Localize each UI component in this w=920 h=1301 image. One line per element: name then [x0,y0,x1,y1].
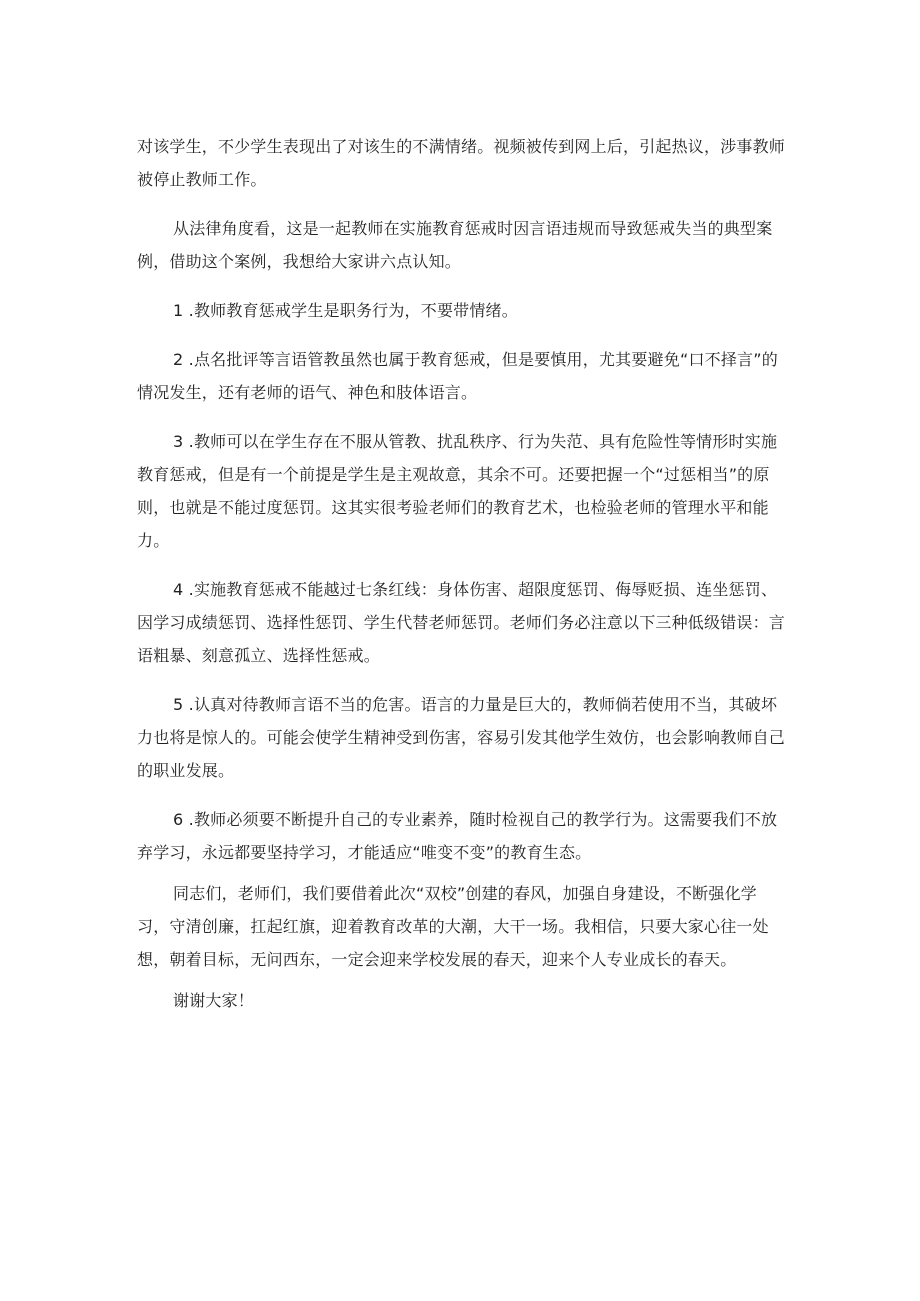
paragraph-continuation: 对该学生，不少学生表现出了对该生的不满情绪。视频被传到网上后，引起热议，涉事教师被停止教师工作。 [137,137,786,189]
list-item-4: 4 .实施教育惩戒不能越过七条红线：身体伤害、超限度惩罚、侮辱贬损、连坐惩罚、因学习成绩惩罚、选择性惩罚、学生代替老师惩罚。老师们务必注意以下三种低级错误：言语粗暴、刻意孤立、选择性惩戒。 [137,580,786,665]
list-item-1: 1 .教师教育惩戒学生是职务行为，不要带情绪。 [173,301,518,320]
paragraph-legal-perspective: 从法律角度看，这是一起教师在实施教育惩戒时因言语违规而导致惩戒失当的典型案例，借助这个案例，我想给大家讲六点认知。 [137,219,773,271]
paragraph-thanks: 谢谢大家！ [173,991,255,1010]
list-item-2: 2 .点名批评等言语管教虽然也属于教育惩戒，但是要慎用，尤其要避免“口不择言”的情况发生，还有老师的语气、神色和肢体语言。 [137,350,778,402]
list-item-6: 6 .教师必须要不断提升自己的专业素养，随时检视自己的教学行为。这需要我们不放弃学习，永远都要坚持学习，才能适应“唯变不变”的教育生态。 [137,810,778,862]
document-body [137,130,789,1033]
paragraph-closing-appeal: 同志们，老师们，我们要借着此次“双校”创建的春风，加强自身建设，不断强化学习，守清创廉，扛起红旗，迎着教育改革的大潮，大干一场。我相信，只要大家心往一处想，朝着目标，无问西东，一定会迎来学校发展的春天，迎来个人专业成长的春天。 [137,884,769,969]
list-item-3: 3 .教师可以在学生存在不服从管教、扰乱秩序、行为失范、具有危险性等情形时实施教育惩戒，但是有一个前提是学生是主观故意，其余不可。还要把握一个“过惩相当”的原则，也就是不能过度惩罚。这其实很考验老师们的教育艺术，也检验老师的管理水平和能力。 [137,432,778,550]
list-item-5: 5 .认真对待教师言语不当的危害。语言的力量是巨大的，教师倘若使用不当，其破坏力也将是惊人的。可能会使学生精神受到伤害，容易引发其他学生效仿，也会影响教师自己的职业发展。 [137,695,786,780]
